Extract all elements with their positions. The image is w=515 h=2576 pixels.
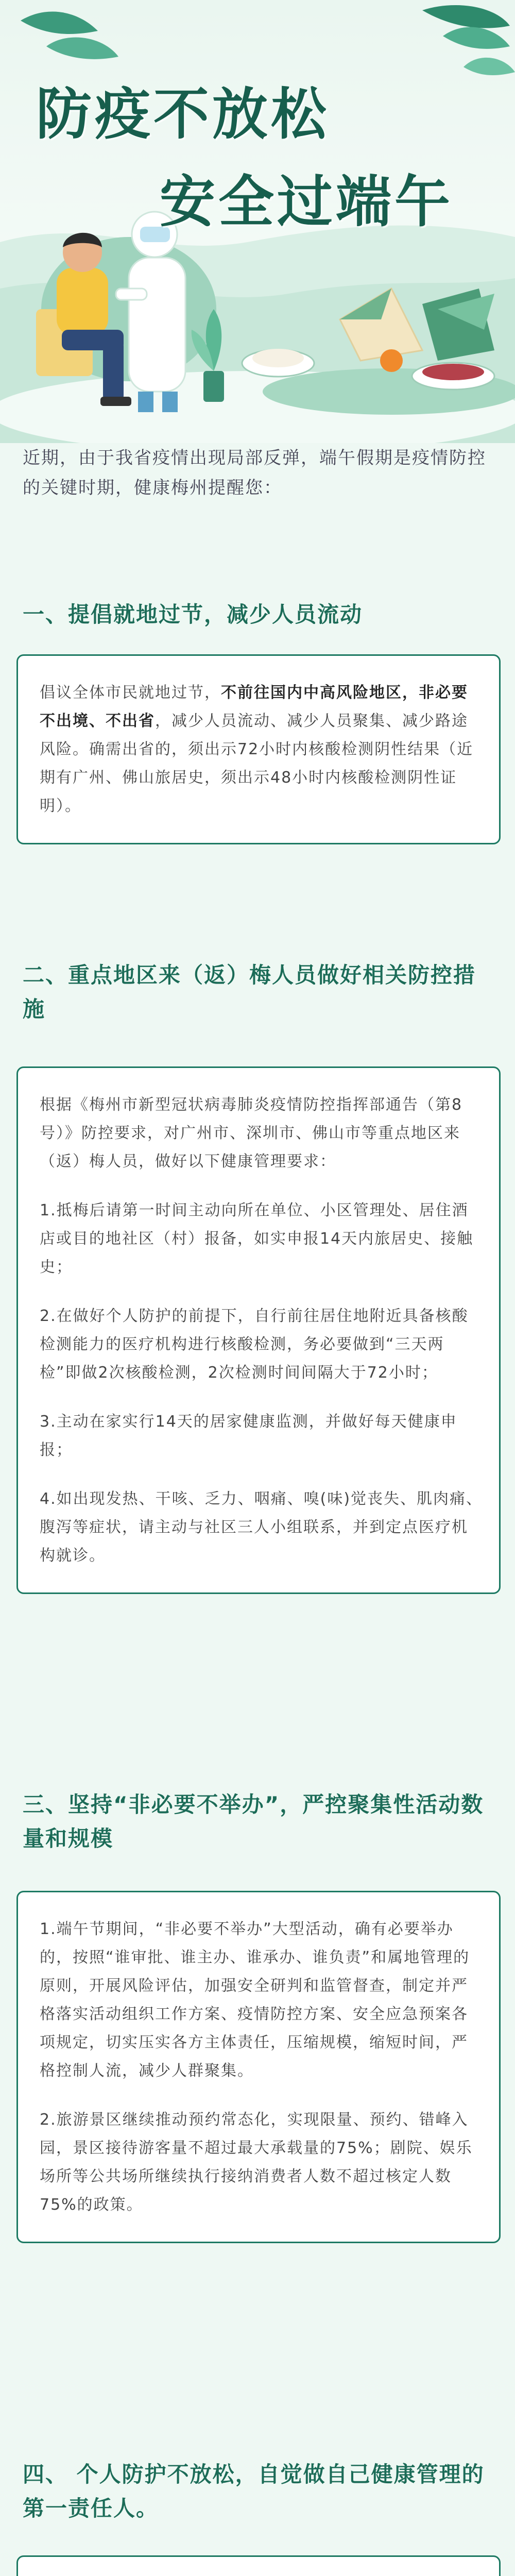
bamboo-leaf-icon [21,12,118,59]
section-3-item-1: 1.端午节期间，“非必要不举办”大型活动，确有必要举办的，按照“谁审批、谁主办、谁承办、谁负责”和属地管理的原则，开展风险评估，加强安全研判和监管督查，制定并严格落实活动组织工作方案、疫情防控方案、安全应急预案各项规定，切实压实各方主体责任，压缩规模，缩短时间，严格控制人流，减少人群聚集。 [40,1920,470,2080]
section-3-heading: 三、坚持“非必要不举办”，严控聚集性活动数量和规模 [23,1792,484,1851]
header-banner [0,0,515,443]
section-4-heading: 四、 个人防护不放松，自觉做自己健康管理的第一责任人。 [23,2462,485,2521]
section-2-item-3: 3.主动在家实行14天的居家健康监测，并做好每天健康申报； [40,1413,457,1459]
header-title-line1: 防疫不放松 [36,82,330,147]
section-2-paragraph: 根据《梅州市新型冠状病毒肺炎疫情防控指挥部通告（第8号）》防控要求，对广州市、深圳市、佛山市等重点地区来（返）梅人员，做好以下健康管理要求： [40,1096,463,1171]
intro-text: 近期，由于我省疫情出现局部反弹，端午假期是疫情防控的关键时期，健康梅州提醒您： [23,448,486,498]
section-1-heading: 一、提倡就地过节，减少人员流动 [23,602,363,627]
section-3-card [16,1891,501,2243]
section-3-item-2: 2.旅游景区继续推动预约常态化，实现限量、预约、错峰入园，景区接待游客量不超过最大承载量的75%；剧院、娱乐场所等公共场所继续执行接纳消费者人数不超过核定人数75%的政策。 [40,2111,473,2214]
section-1-paragraph [40,679,484,820]
paragraph-text: 倡议全体市民就地过节， [40,684,221,702]
paragraph-text: ，减少人员流动、减少人员聚集、减少路途风险。确需出省的，须出示72小时内核酸检测阴性结果（近期有广州、佛山旅居史，须出示48小时内核酸检测阴性证明）。 [40,712,474,815]
bamboo-leaf-icon [422,5,515,75]
section-1-card [16,654,501,844]
emphasized-text: 不前往国内中高风险地区，非必要不出境、不出省 [40,684,468,730]
header-title-line2: 安全过端午 [160,170,454,234]
section-2-item-2: 2.在做好个人防护的前提下，自行前往居住地附近具备核酸检测能力的医疗机构进行核酸检测，务必要做到“三天两检”即做2次核酸检测，2次检测时间间隔大于72小时； [40,1307,469,1382]
section-2-heading: 二、重点地区来（返）梅人员做好相关防控措施 [23,962,476,1022]
section-4-card [16,2555,501,2576]
section-2-card [16,1066,501,1594]
section-2-item-1: 1.抵梅后请第一时间主动向所在单位、小区管理处、居住酒店或目的地社区（村）报备，如实申报14天内旅居史、接触史； [40,1201,474,1276]
section-2-item-4: 4.如出现发热、干咳、乏力、咽痛、嗅(味)觉丧失、肌肉痛、腹泻等症状，请主动与社区三人小组联系，并到定点医疗机构就诊。 [40,1490,483,1565]
